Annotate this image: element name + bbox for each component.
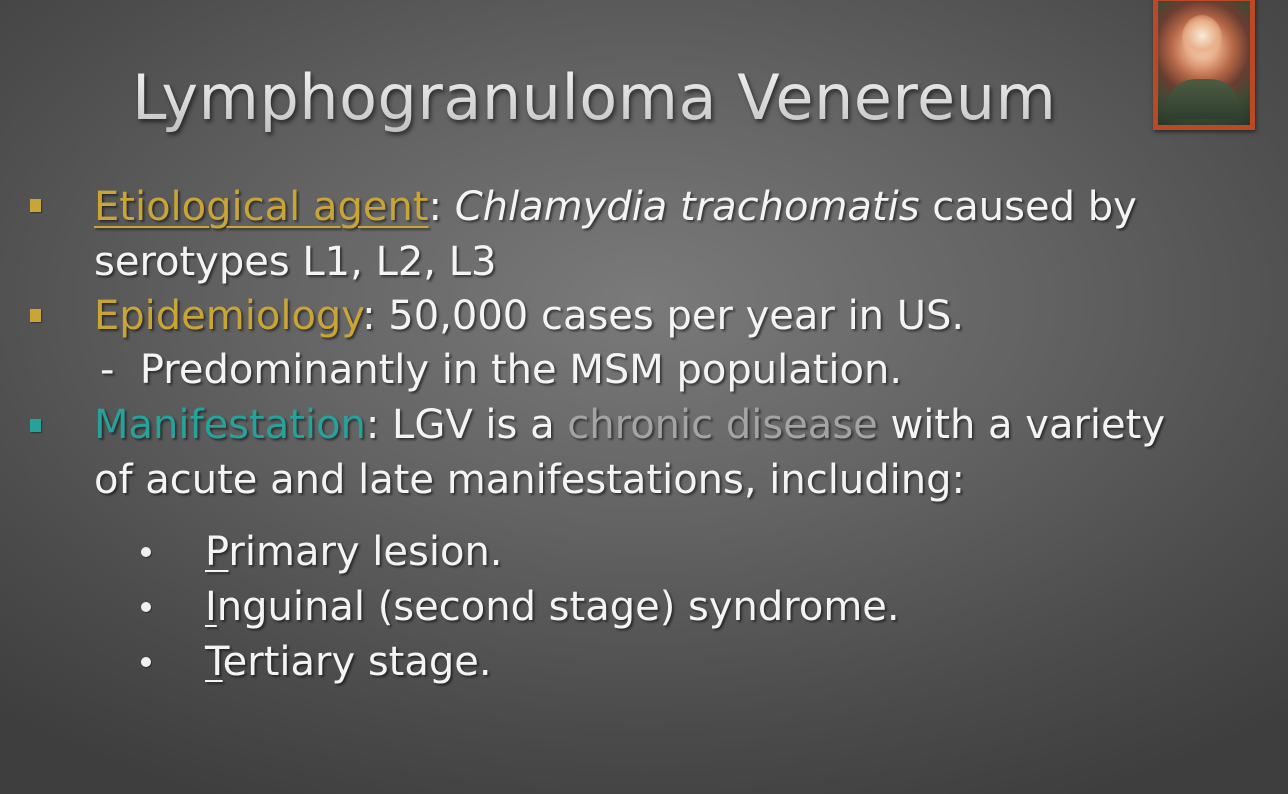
stage-primary-lesion: [205, 525, 503, 579]
title-underlined-v: V: [737, 61, 776, 134]
etiological-agent-colon: :: [428, 184, 442, 230]
epidemiology-label: Epidemiology: [94, 293, 363, 339]
title-part-enereum: enereum: [775, 61, 1057, 134]
stage-initial: P: [205, 529, 229, 575]
epidemiology-text: : 50,000 cases per year in US.: [362, 293, 965, 339]
bullet-etiological-agent: [94, 180, 1137, 234]
organism-name: Chlamydia trachomatis: [454, 184, 920, 230]
round-bullet-icon: [141, 602, 151, 612]
stage-inguinal-syndrome: [205, 580, 900, 634]
bullet-manifestation: [94, 398, 1165, 452]
etiological-agent-text: caused by: [919, 184, 1137, 230]
title-underlined-g: g: [377, 61, 418, 134]
stage-tertiary: [205, 635, 492, 689]
title-part-ympho: ympho: [161, 61, 378, 134]
epidemiology-subpoint: [100, 343, 902, 397]
round-bullet-icon: [141, 657, 151, 667]
stage-initial: I: [205, 584, 217, 630]
bullet-manifestation-continuation: of acute and late manifestations, including:: [94, 457, 965, 503]
round-bullet-icon: [141, 547, 151, 557]
manifestation-text-before: : LGV is a: [365, 402, 568, 448]
bullet-etiological-agent-continuation: serotypes L1, L2, L3: [94, 239, 497, 285]
square-bullet-icon: [30, 419, 41, 432]
thumbnail-shirt: [1166, 79, 1240, 119]
title-part-ranuloma: ranuloma: [417, 61, 718, 134]
dash-marker: -: [100, 347, 115, 393]
stage-initial: T: [205, 639, 223, 685]
stage-text: ertiary stage.: [222, 639, 492, 685]
bullet-epidemiology: [94, 289, 964, 343]
presenter-thumbnail: [1153, 0, 1255, 130]
manifestation-text-after: with a variety: [877, 402, 1165, 448]
thumbnail-face: [1182, 15, 1222, 61]
stage-text: rimary lesion.: [228, 529, 503, 575]
etiological-agent-label: Etiological agent: [94, 184, 429, 230]
title-underlined-l: L: [132, 61, 162, 134]
stage-text: nguinal (second stage) syndrome.: [216, 584, 900, 630]
epidemiology-subpoint-text: Predominantly in the MSM population.: [139, 347, 903, 393]
chronic-disease-text: chronic disease: [567, 402, 878, 448]
manifestation-label: Manifestation: [94, 402, 366, 448]
square-bullet-icon: [30, 199, 41, 212]
slide-title: [132, 58, 1056, 138]
square-bullet-icon: [30, 309, 41, 322]
